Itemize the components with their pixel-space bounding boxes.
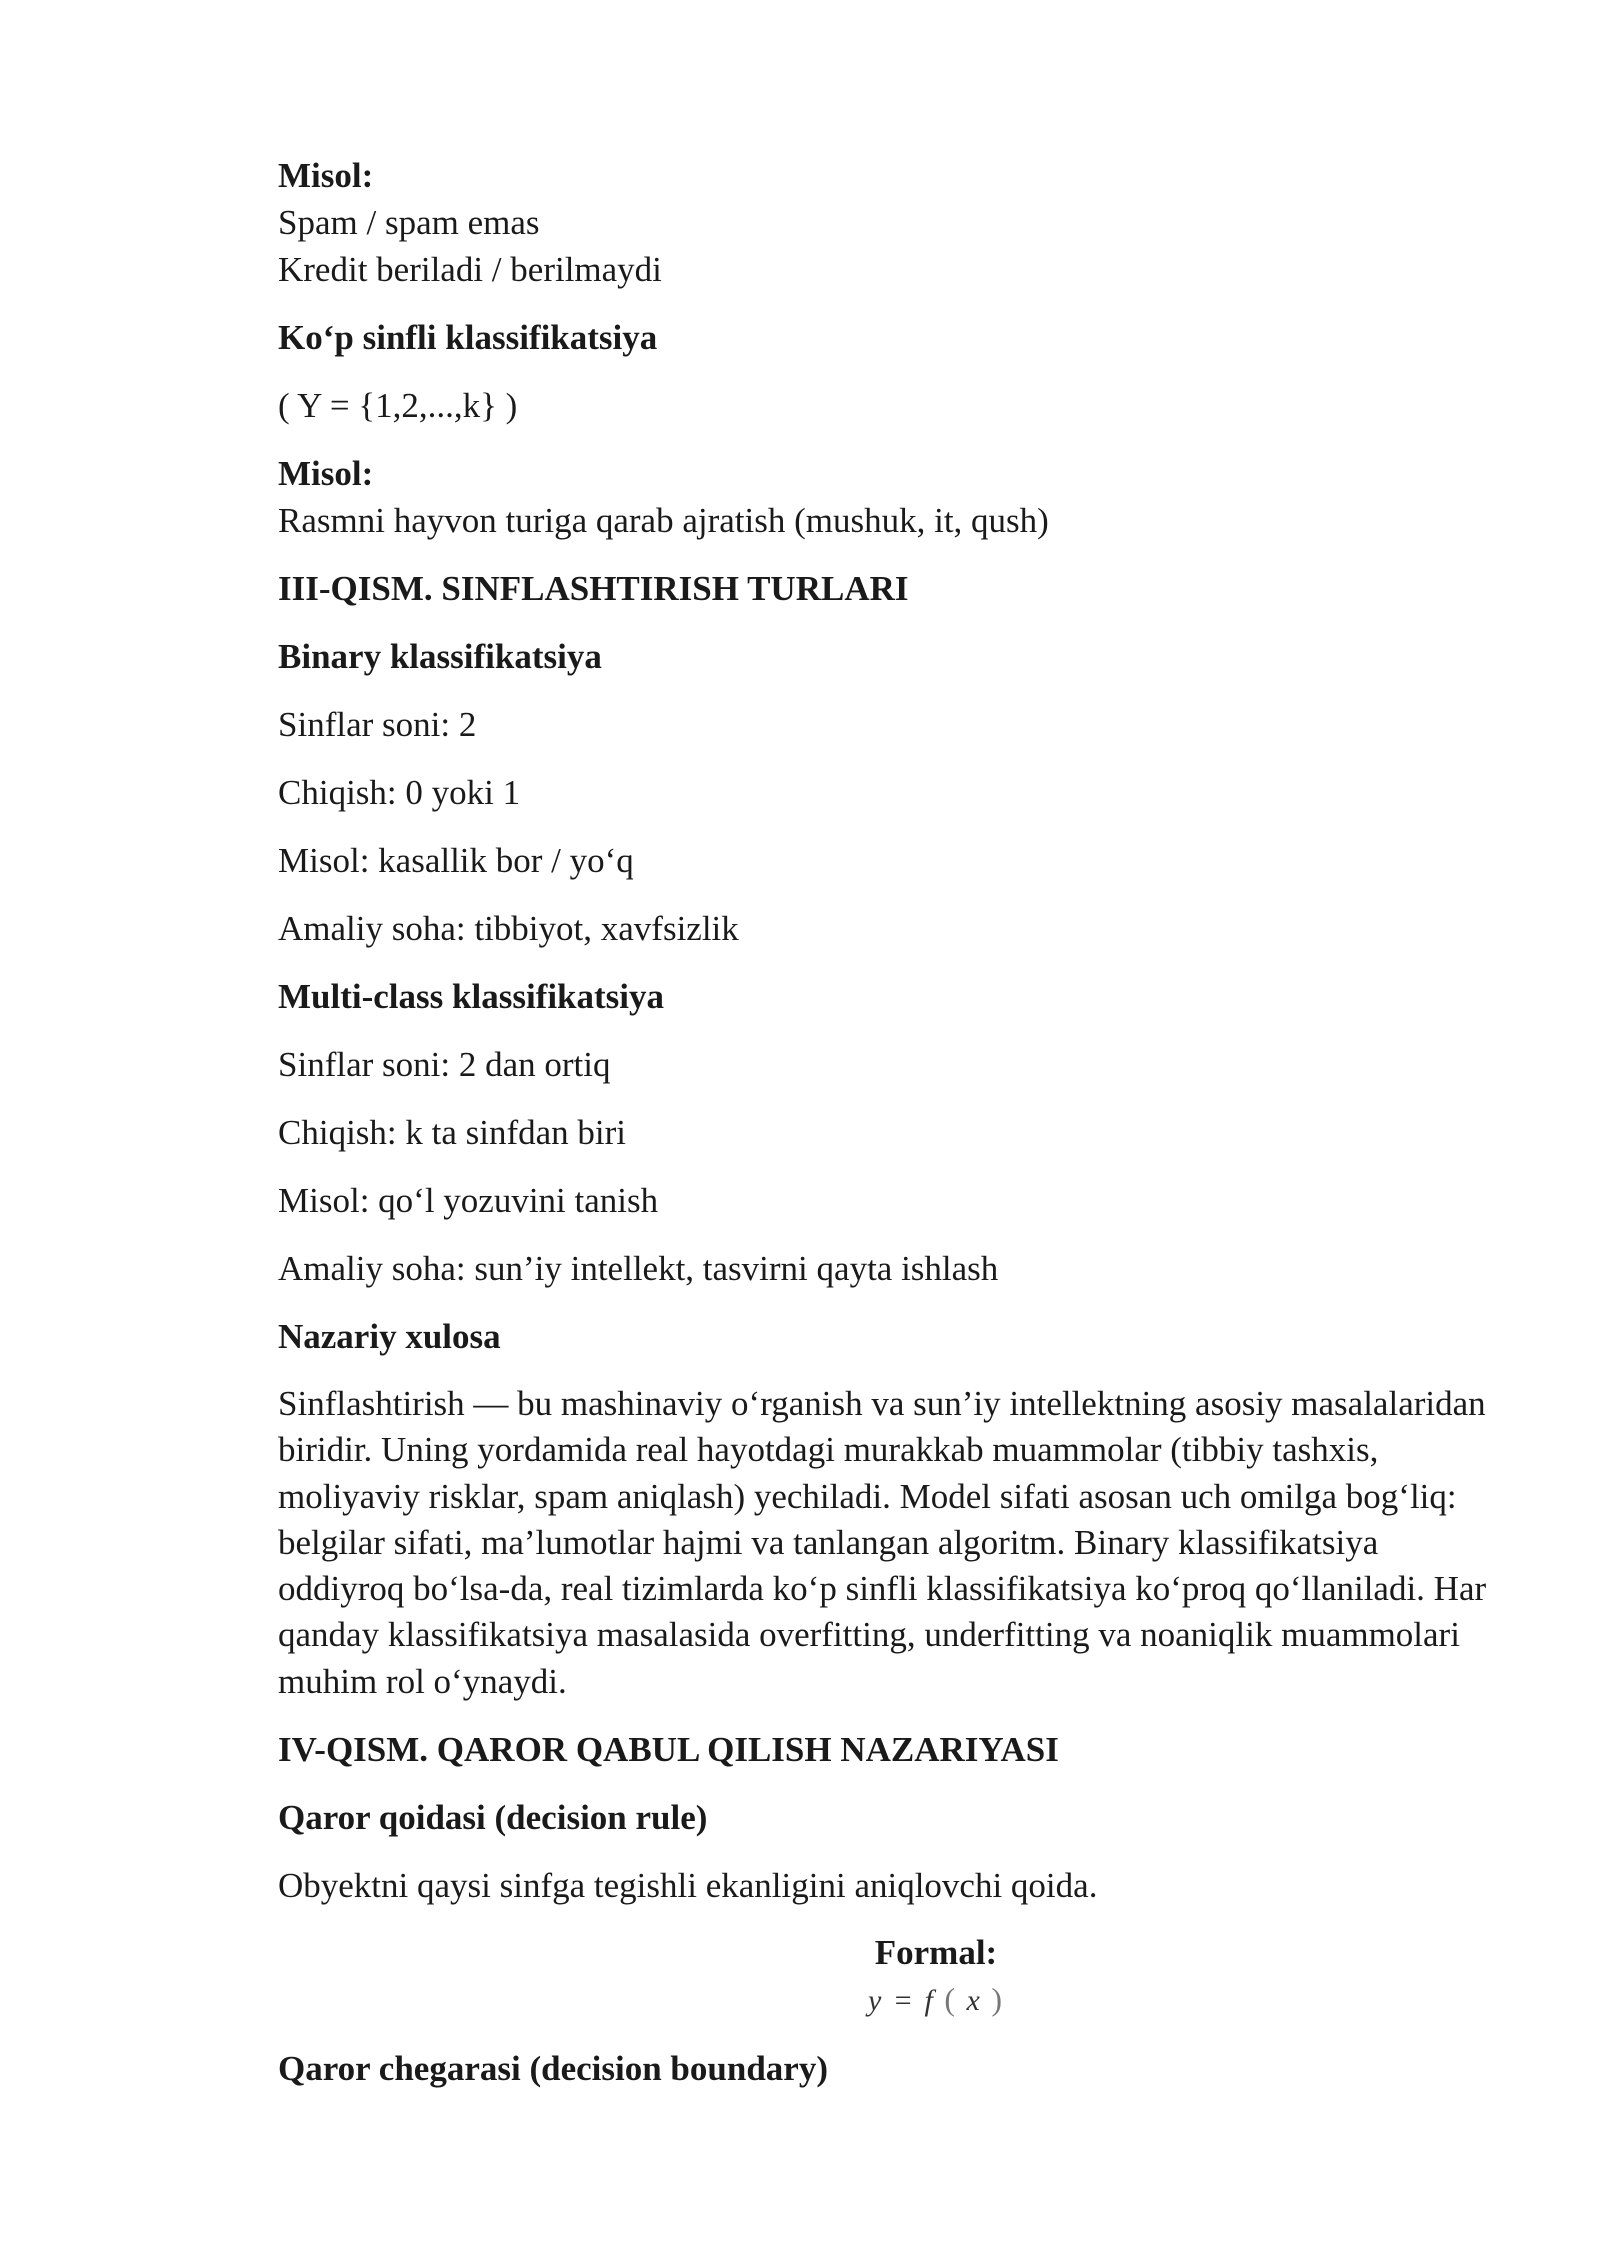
formula [374, 1976, 1498, 2024]
text-line: Chiqish: k ta sinfdan biri [278, 1113, 627, 1152]
text-line: Amaliy soha: tibbiyot, xavfsizlik [278, 909, 739, 948]
formal-block [278, 1930, 1498, 2024]
conclusion-paragraph: Sinflashtirish — bu mashinaviy o‘rganish va sun’iy intellektning asosiy masalalaridan biridir. Uning yordamida real hayotdagi murakkab muammolar (tibbiy tashxis, moliyaviy risklar, spam aniqlash) yechiladi. Model sifati asosan uch omilga bog‘liq: belgilar sifati, ma’lumotlar hajmi va tanlangan algoritm. Binary klassifikatsiya oddiyroq bo‘lsa-da, real tizimlarda ko‘p sinfli klassifikatsiya ko‘proq qo‘llaniladi. Har qanday klassifikatsiya masalasida overfitting, underfitting va noaniqlik muammolari muhim rol o‘ynaydi. [278, 1384, 1487, 1701]
set-notation: ( Y = {1,2,...,k} ) [278, 386, 518, 425]
example-line: Kredit beriladi / berilmaydi [278, 250, 662, 289]
text-line: Misol: kasallik bor / yo‘q [278, 841, 634, 880]
text-line: Misol: qo‘l yozuvini tanish [278, 1181, 659, 1220]
example-heading: Misol: [278, 156, 374, 195]
part-heading: IV-QISM. QAROR QABUL QILISH NAZARIYASI [278, 1730, 1059, 1770]
example-line: Spam / spam emas [278, 203, 540, 242]
text-line: Chiqish: 0 yoki 1 [278, 773, 521, 812]
example-line: Rasmni hayvon turiga qarab ajratish (mushuk, it, qush) [278, 501, 1049, 540]
text-line: Amaliy soha: sun’iy intellekt, tasvirni qayta ishlash [278, 1249, 999, 1288]
section-heading: Binary klassifikatsiya [278, 637, 602, 676]
document-page [278, 152, 1498, 2092]
section-heading: Nazariy xulosa [278, 1317, 501, 1356]
section-heading: Ko‘p sinfli klassifikatsiya [278, 318, 658, 357]
section-heading: Qaror qoidasi (decision rule) [278, 1798, 708, 1838]
formula-lhs: y = f [867, 1984, 935, 2018]
text-line: Sinflar soni: 2 [278, 705, 477, 744]
text-line: Obyektni qaysi sinfga tegishli ekanligini aniqlovchi qoida. [278, 1866, 1098, 1906]
section-heading: Multi-class klassifikatsiya [278, 977, 665, 1016]
formula-open-paren: ( [944, 1981, 958, 2018]
part-heading: III-QISM. SINFLASHTIRISH TURLARI [278, 569, 909, 608]
section-heading: Qaror chegarasi (decision boundary) [278, 2049, 828, 2089]
formal-label: Formal: [874, 1933, 998, 1973]
text-line: Sinflar soni: 2 dan ortiq [278, 1045, 611, 1084]
formula-variable: x [966, 1984, 982, 2018]
example-heading: Misol: [278, 454, 374, 493]
formula-close-paren: ) [991, 1981, 1005, 2018]
